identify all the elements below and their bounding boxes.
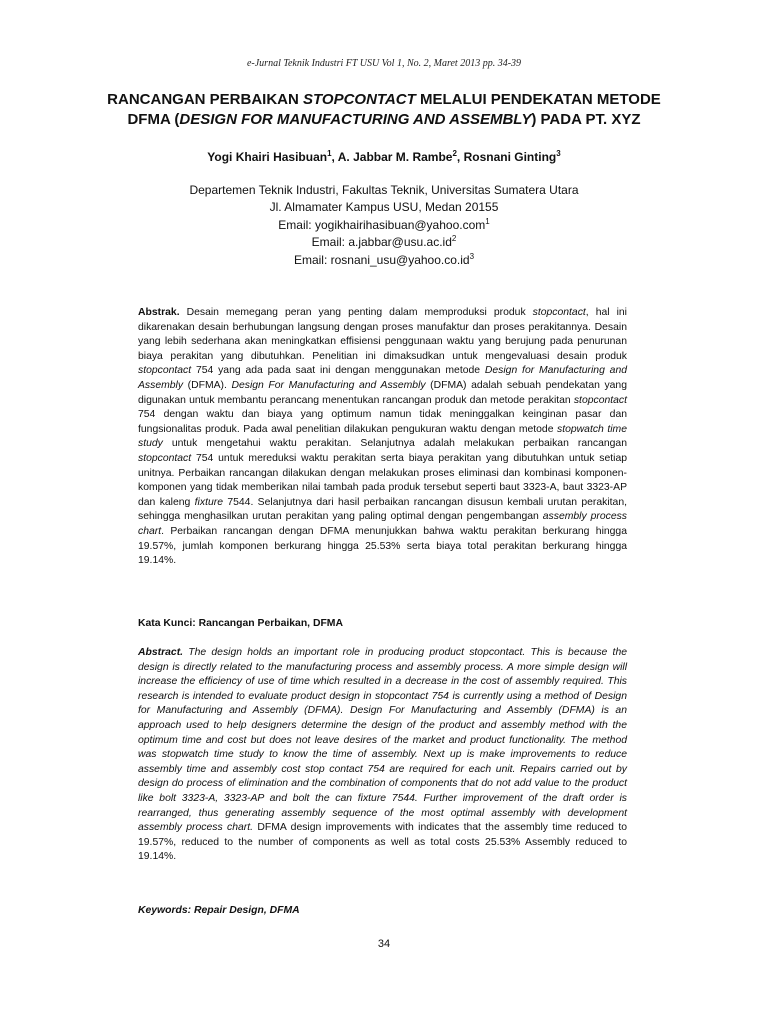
abstract-text: 754 untuk mereduksi waktu perakitan serta biaya perakitan yang dibutuhkan untuk setiap unitnya. Perbaikan rancangan dilakukan dengan melakukan proses eliminasi dan kombinasi komponen-komponen yang tidak memberikan nilai tambah pada produk tersebut seperti baut 3323-A, baut 3323-AP dan kaleng [138,452,627,508]
abstract-text: untuk mengetahui waktu perakitan. Selanjutnya adalah melakukan perbaikan rancangan [162,438,627,450]
abstract-italic: Design for Manufacturing and Assembly [138,365,628,391]
page-number: 34 [377,938,391,950]
author-separator: , [331,150,338,164]
journal-header: e-Jurnal Teknik Industri FT USU Vol 1, No. 2, Maret 2013 pp. 34-39 [246,58,522,69]
abstract-label: Abstract. [138,647,184,658]
keywords-english: Keywords: Repair Design, DFMA [138,905,300,916]
abstract-text: Desain memegang peran yang penting dalam memproduksi produk [179,307,533,318]
author-list [90,150,678,164]
abstract-text: DFMA design improvements with indicates that the assembly time reduced to 19.57%, reduced to the number of components as well as total costs 25.53% Assembly reduced to 19.14%. [138,822,628,863]
title-text: RANCANGAN PERBAIKAN [107,91,304,108]
title-italic-text: DESIGN FOR MANUFACTURING AND ASSEMBLY [179,111,532,128]
abstract-italic: assembly process chart [138,511,628,537]
author-email [90,234,678,251]
abstract-italic: stopwatch time study [138,423,627,450]
author-name: Yogi Khairi Hasibuan [207,150,328,164]
abstract-italic: stopcontact [573,394,627,406]
abstract-text: . Perbaikan rancangan dengan DFMA menunjukkan bahwa waktu perakitan berkurang hingga 19.57%, jumlah komponen berkurang hingga 25.53% serta biaya total perakitan berkurang hingga 19.14%. [138,525,627,567]
abstract-italic: stopcontact [138,452,192,464]
author-name: Rosnani Ginting [463,150,557,164]
email-text: Email: rosnani_usu@yahoo.co.id [293,252,470,267]
affiliation-address: Jl. Almamater Kampus USU, Medan 20155 [269,200,499,215]
title-text: ) PADA PT. XYZ [531,111,641,128]
author-affiliation-mark: 1 [327,149,332,158]
author-separator: , [456,150,464,164]
abstract-text: 754 yang ada pada saat ini dengan menggunakan metode [191,365,485,377]
abstract-text: (DFMA). [183,379,232,391]
author-affiliation-mark: 2 [452,149,457,158]
abstract-text: 754 dengan waktu dan biaya yang optimum namun tidak meninggalkan keinginan pasar dan fungsionalitas produk. Pada awal penelitian dilakukan pengukuran waktu dengan metode [138,409,627,435]
abstract-italic: fixture [194,496,223,508]
author-name: A. Jabbar M. Rambe [337,150,453,164]
affiliation-department: Departemen Teknik Industri, Fakultas Teknik, Universitas Sumatera Utara [189,183,579,197]
author-affiliation-mark: 3 [556,149,561,158]
email-mark: 3 [469,251,475,261]
email-text: Email: a.jabbar@usu.ac.id [311,235,452,250]
title-text: MELALUI PENDEKATAN METODE DFMA ( [127,91,661,128]
abstract-italic: Design For Manufacturing and Assembly [231,379,426,391]
author-email [90,217,678,234]
email-mark: 2 [451,234,457,244]
affiliation-block [90,182,678,269]
abstract-text: The design holds an important role in producing product stopcontact. This is because the design is directly related to the manufacturing process and assembly process. A more simple design will increase the efficiency of use of time which resulted in a decrease in the cost of assembly required. This research is intended to evaluate product design in stopcontact 754 is currently using a method of Design for Manufacturing and Assembly (DFMA). Design For Manufacturing and Assembly (DFMA) is an approach used to help designers determine the design of the product and assembly method with the optimum time and cost but does not leave desires of the market and product functionality. The method was stopwatch time study to know the time of assembly. Next up is make improvements to reduce assembly time and assembly cost stop contact 754 are required for each unit. Repairs carried out by design do process of elimination and the combination of components that do not add value to the product like bolt 3323-A, 3323-AP and bolt the can fixture 7544. Further improvement of the draft order is rearranged, thus generating assembly sequence of the most optimal assembly with development assembly process chart. [138,647,627,834]
abstract-text: , hal ini dikarenakan desain berhubungan langsung dengan proses manufaktur dan proses perakitannya. Desain yang lebih sederhana akan meningkatkan effisiensi penggunaan waktu yang berujung pada penurunan biaya perakitan yang dibutuhkan. Penelitian ini dimaksudkan untuk mengevaluasi desain produk [138,307,627,362]
abstract-italic: stopcontact [138,365,192,377]
abstract-text: 7544. Selanjutnya dari hasil perbaikan rancangan disusun kembali urutan perakitan, sehingga menghasilkan urutan perakitan yang paling optimal dengan pengembangan [138,496,627,523]
email-mark: 1 [485,216,490,226]
abstract-italic: stopcontact [532,307,586,318]
abstract-label: Abstrak. [138,307,180,318]
title-italic-text: STOPCONTACT [303,91,416,108]
keywords-indonesian: Kata Kunci: Rancangan Perbaikan, DFMA [138,618,343,629]
abstract-indonesian [138,306,627,569]
abstract-english [138,646,627,865]
abstract-text: (DFMA) adalah sebuah pendekatan yang digunakan untuk membantu perancang menentukan rancangan produk dan metode perakitan [138,379,627,406]
paper-title [90,90,678,130]
author-email [90,252,678,269]
email-text: Email: yogikhairihasibuan@yahoo.com [278,217,486,232]
